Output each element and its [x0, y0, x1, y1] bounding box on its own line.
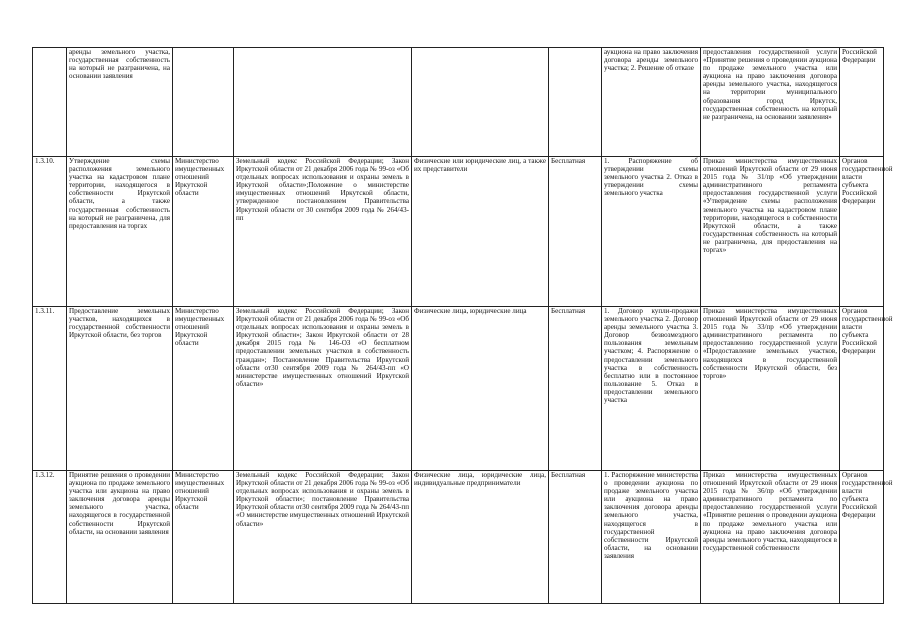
service-legal-basis: Земельный кодекс Российской Федерации; Закон Иркутской области от 21 декабря 2006 года № 99-оз «Об отдельных вопросах использования и охраны земель в Иркутской области»; Закон Иркутской области от 28 декабря 2015 года № 146-ОЗ «О бесплатном предоставлении земельных участков в собственность граждан»; Постановление Правительства Иркутской области от30 сентября 2009 года № 264/43-пп «О министерстве имущественных отношений Иркутской области»	[234, 307, 412, 471]
service-regulation: Приказ министерства имущественных отношений Иркутской области от 29 июня 2015 года № 33/пр «Об утверждении административного регламента по предоставлению государственной услуги «Предоставление земельных участков, находящихся в государственной собственности Иркутской области, без торгов»	[701, 307, 840, 471]
table-row	[33, 157, 884, 307]
service-number	[33, 48, 67, 157]
service-regulation: Приказ министерства имущественных отношений Иркутской области от 29 июня 2015 года № 31/пр «Об утверждении административного регламента предоставления государственной услуги «Утверждение схемы расположения земельного участка на кадастровом плане территории, находящегося в собственности Иркутской области, а также государственная собственность на который не разграничена, для предоставления на торгах»	[701, 157, 840, 307]
service-authority: Министерство имущественных отношений Иркутской области	[173, 157, 234, 307]
service-fee	[549, 48, 602, 157]
service-result: аукциона на право заключения договора аренды земельного участка; 2. Решение об отказе	[602, 48, 701, 157]
service-level: Органов государственной власти субъекта Российской Федерации	[840, 307, 884, 471]
service-level: Российской Федерации	[840, 48, 884, 157]
service-fee: Бесплатная	[549, 471, 602, 604]
service-regulation: Приказ министерства имущественных отношений Иркутской области от 29 июня 2015 года № 36/пр «Об утверждении административного регламента по предоставлению государственной услуги «Принятие решения о проведении аукциона по продаже земельного участка или аукциона на право заключения договора аренды земельного участка, находящегося в государственной собственности	[701, 471, 840, 604]
service-applicants: Физические лица, юридические лица	[412, 307, 549, 471]
service-applicants	[412, 48, 549, 157]
service-name: аренды земельного участка, государственная собственность на который не разграничена, на основании заявления	[67, 48, 173, 157]
service-legal-basis: Земельный кодекс Российской Федерации; Закон Иркутской области от 21 декабря 2006 года № 99-оз «Об отдельных вопросах использования и охраны земель в Иркутской области»;Положение о министерстве имущественных отношений Иркутской области, утвержденное постановлением Правительства Иркутской области от 30 сентября 2009 года № 264/43-пп	[234, 157, 412, 307]
service-regulation: предоставления государственной услуги «Принятие решения о проведении аукциона по продаже земельного участка или аукциона на право заключения договора аренды земельного участка, находящегося на территории муниципального образования город Иркутск, государственная собственность на который не разграничена, на основании заявления»	[701, 48, 840, 157]
service-name: Предоставление земельных участков, находящихся в государственной собственности Иркутской области, без торгов	[67, 307, 173, 471]
service-number: 1.3.10.	[33, 157, 67, 307]
service-number: 1.3.11.	[33, 307, 67, 471]
service-applicants: Физические лица, юридические лица, индивидуальные предприниматели	[412, 471, 549, 604]
services-table	[32, 47, 893, 604]
service-legal-basis	[234, 48, 412, 157]
service-authority: Министерство имущественных отношений Иркутской области	[173, 307, 234, 471]
service-result: 1. Распоряжение об утверждении схемы земельного участка 2. Отказ в утверждении схемы земельного участка	[602, 157, 701, 307]
service-result: 1. Договор купли-продажи земельного участка 2. Договор аренды земельного участка 3. Договор безвозмездного пользования земельным участком; 4. Распоряжение о предоставлении земельного участка в собственность бесплатно или в постоянное пользование 5. Отказ в предоставлении земельного участка	[602, 307, 701, 471]
table-row	[33, 307, 884, 471]
table-row	[33, 471, 884, 604]
service-result: 1. Распоряжение министерства о проведении аукциона по продаже земельного участка или аукциона на право заключения договора аренды земельного участка, находящегося в государственной собственности Иркутской области, на основании заявления	[602, 471, 701, 604]
service-level: Органов государственной власти субъекта Российской Федерации	[840, 471, 884, 604]
service-name: Утверждение схемы расположения земельного участка на кадастровом плане территории, находящегося в собственности Иркутской области, а также государственная собственность на который не разграничена, для предоставления на торгах	[67, 157, 173, 307]
service-authority: Министерство имущественных отношений Иркутской области	[173, 471, 234, 604]
service-level: Органов государственной власти субъекта Российской Федерации	[840, 157, 884, 307]
table-row	[33, 48, 884, 157]
service-number: 1.3.12.	[33, 471, 67, 604]
service-applicants: Физические или юридические лиц, а также их представители	[412, 157, 549, 307]
service-name: Принятие решения о проведении аукциона по продаже земельного участка или аукциона на право заключения договора аренды земельного участка, находящегося в государственной собственности Иркутской области, на основании заявления	[67, 471, 173, 604]
service-fee: Бесплатная	[549, 307, 602, 471]
service-fee: Бесплатная	[549, 157, 602, 307]
service-authority	[173, 48, 234, 157]
service-legal-basis: Земельный кодекс Российской Федерации; Закон Иркутской области от 21 декабря 2006 года № 99-оз «Об отдельных вопросах использования и охраны земель в Иркутской области»; постановление Правительства Иркутской области от30 сентября 2009 года № 264/43-пп «О министерстве имущественных отношений Иркутской области»	[234, 471, 412, 604]
